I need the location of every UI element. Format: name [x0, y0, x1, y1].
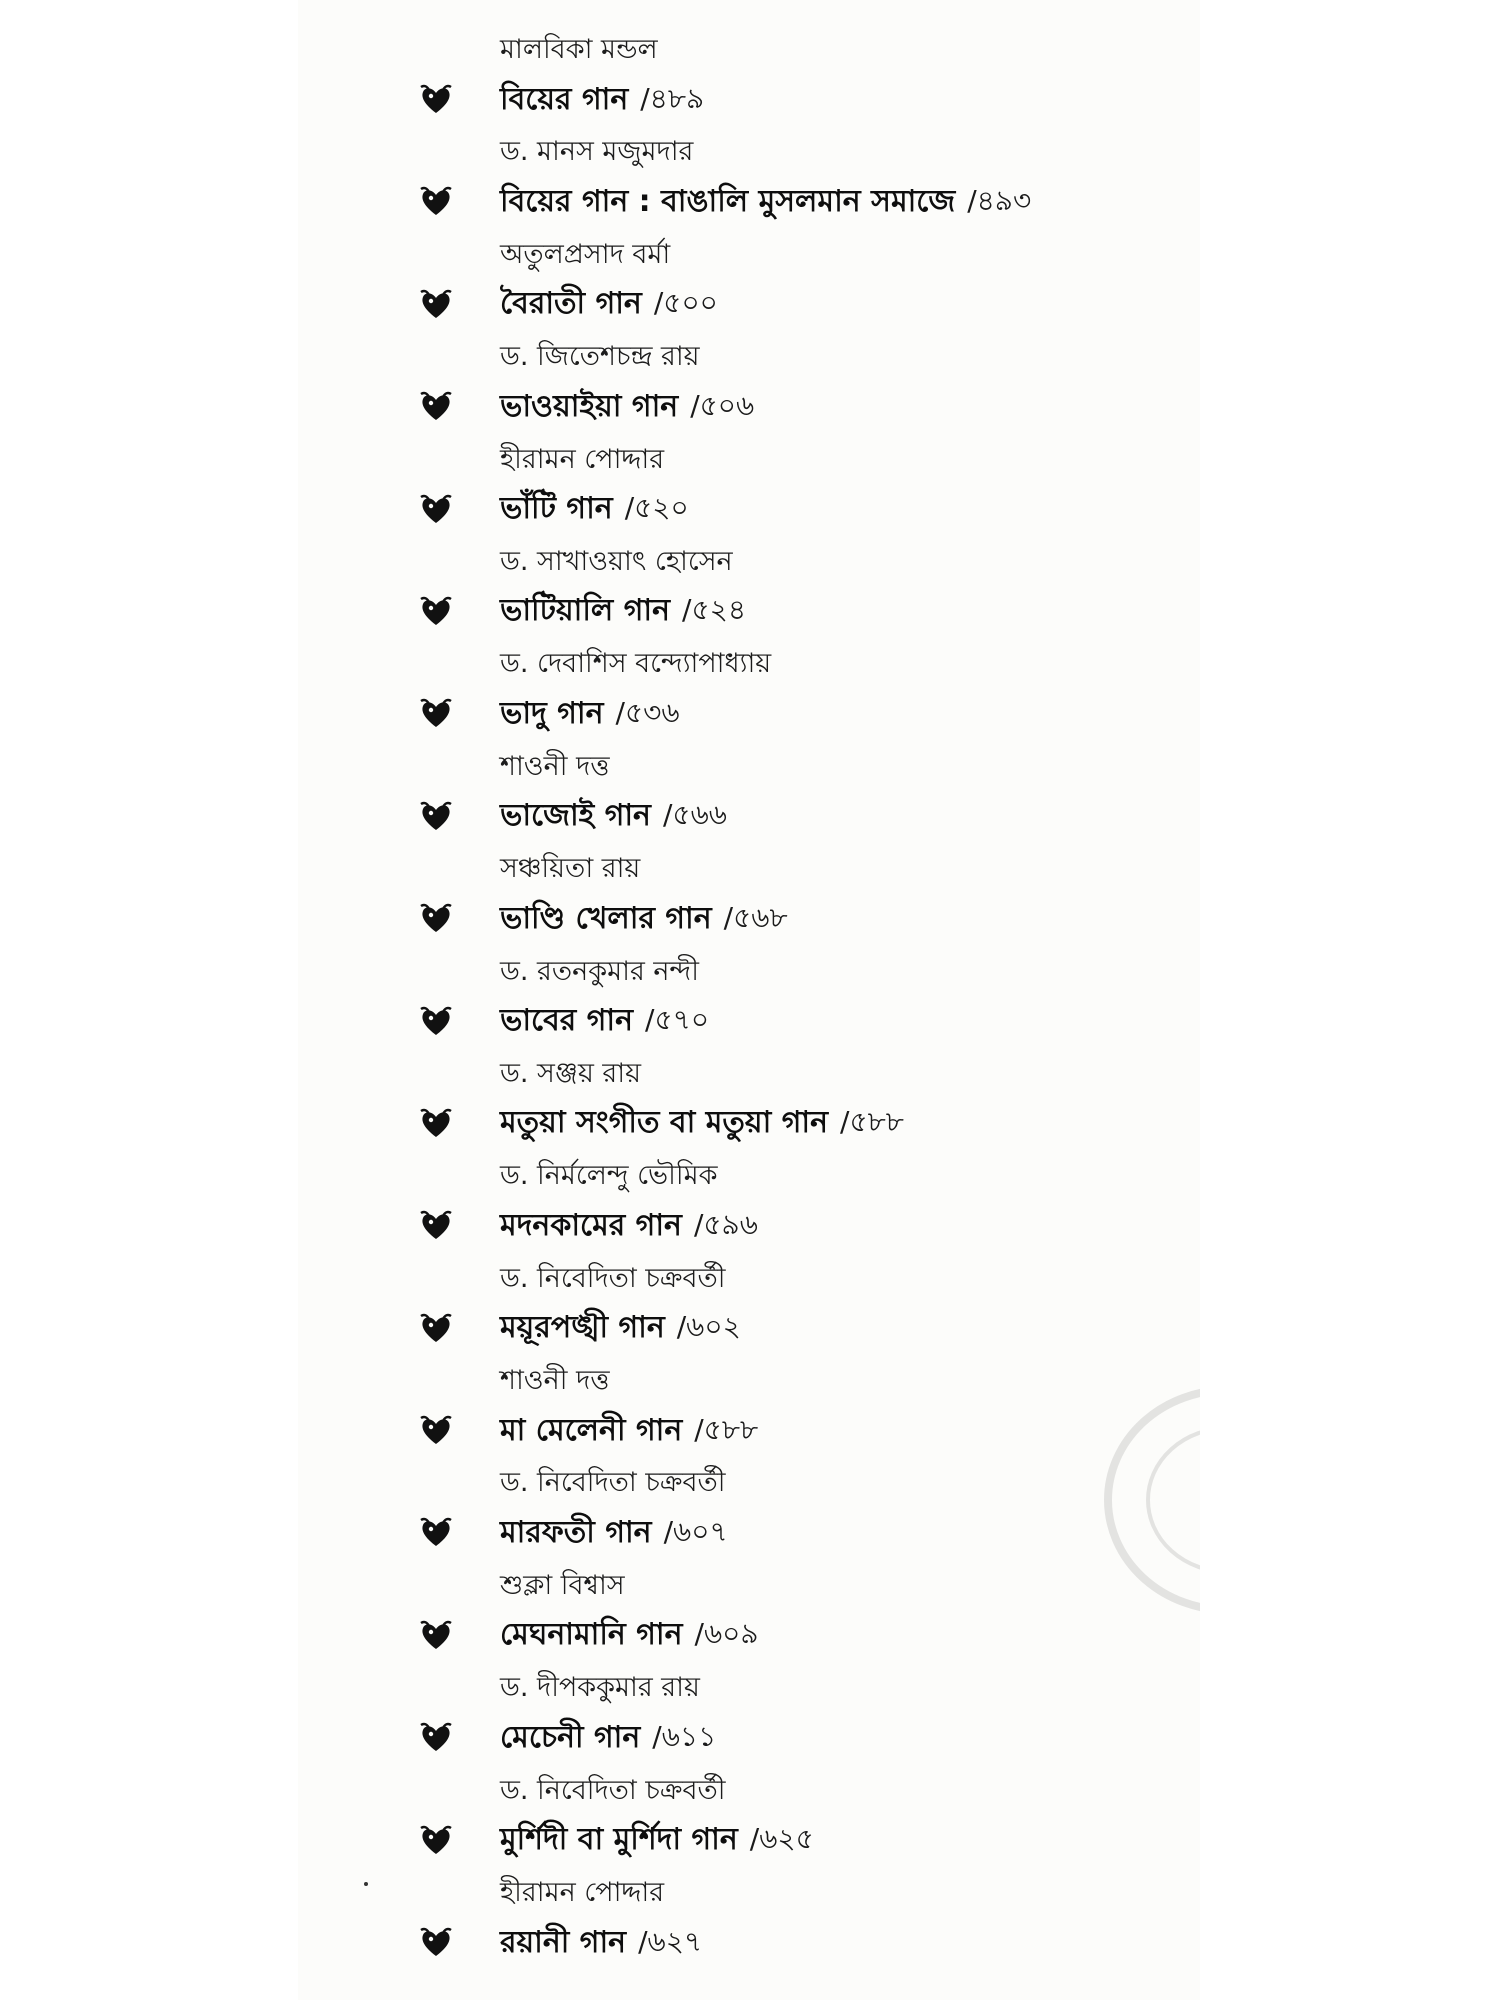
- entry-page-number: /৫৬৬: [662, 798, 727, 832]
- entry-author: হীরামন পোদ্দার: [500, 443, 665, 475]
- toc-entry[interactable]: [0, 227, 1500, 329]
- toc-entry[interactable]: [0, 1865, 1500, 1967]
- toc-entry[interactable]: [0, 1660, 1500, 1762]
- table-of-contents: [0, 22, 1500, 1967]
- ink-speck: [364, 1882, 368, 1886]
- entry-page-number: /৫৩৬: [615, 695, 680, 729]
- entry-page-number: /৬২৭: [638, 1924, 703, 1958]
- entry-page-number: /৪৮৯: [640, 81, 705, 115]
- entry-title: ভাবের গান: [500, 1003, 634, 1039]
- entry-page-number: /৫৮৮: [840, 1105, 904, 1139]
- entry-author: শাওনী দত্ত: [500, 750, 610, 782]
- toc-entry[interactable]: [0, 636, 1500, 738]
- entry-page-number: /৫৯৬: [693, 1207, 758, 1241]
- toc-entry[interactable]: [0, 22, 1500, 124]
- heart-ornament-icon: [418, 287, 454, 323]
- entry-author: ড. রতনকুমার নন্দী: [500, 955, 699, 987]
- heart-ornament-icon: [418, 594, 454, 630]
- entry-author: শুক্লা বিশ্বাস: [500, 1569, 625, 1601]
- entry-title: রয়ানী গান: [500, 1924, 627, 1960]
- entry-title: মারফতী গান: [500, 1514, 652, 1550]
- entry-title: ভাওয়াইয়া গান: [500, 388, 679, 424]
- entry-title: মেঘনামানি গান: [500, 1617, 683, 1653]
- entry-page-number: /৬০২: [676, 1310, 741, 1344]
- entry-title: বিয়ের গান: [500, 81, 629, 117]
- entry-author: ড. জিতেশচন্দ্র রায়: [500, 341, 700, 373]
- entry-page-number: /৪৯৩: [967, 183, 1032, 217]
- entry-author: ড. নিবেদিতা চক্রবর্তী: [500, 1467, 726, 1499]
- entry-author: ড. সঞ্জয় রায়: [500, 1057, 642, 1089]
- heart-ornament-icon: [418, 1515, 454, 1551]
- entry-author: ড. দীপককুমার রায়: [500, 1672, 700, 1704]
- heart-ornament-icon: [418, 799, 454, 835]
- entry-title: ভাজোই গান: [500, 798, 651, 834]
- heart-ornament-icon: [418, 696, 454, 732]
- entry-title: মদনকামের গান: [500, 1207, 682, 1243]
- toc-entry[interactable]: [0, 1763, 1500, 1865]
- toc-entry[interactable]: [0, 432, 1500, 534]
- entry-author: হীরামন পোদ্দার: [500, 1877, 665, 1909]
- entry-page-number: /৫৮৮: [694, 1412, 759, 1446]
- toc-entry[interactable]: [0, 739, 1500, 841]
- entry-title: ময়ূরপঙ্খী গান: [500, 1310, 665, 1346]
- entry-title: ভাটিয়ালি গান: [500, 593, 671, 629]
- toc-entry[interactable]: [0, 1251, 1500, 1353]
- entry-author: ড. নিবেদিতা চক্রবর্তী: [500, 1262, 726, 1294]
- entry-title: ভাঁটি গান: [500, 491, 613, 527]
- heart-ornament-icon: [418, 82, 454, 118]
- entry-author: ড. দেবাশিস বন্দ্যোপাধ্যায়: [500, 648, 772, 680]
- entry-title: মা মেলেনী গান: [500, 1412, 683, 1448]
- toc-entry[interactable]: [0, 534, 1500, 636]
- heart-ornament-icon: [418, 1311, 454, 1347]
- entry-page-number: /৫০৬: [690, 388, 755, 422]
- entry-title: ভাণ্ডি খেলার গান: [500, 900, 712, 936]
- entry-author: ড. সাখাওয়াৎ হোসেন: [500, 545, 733, 577]
- toc-entry[interactable]: [0, 124, 1500, 226]
- entry-page-number: /৬০৭: [663, 1514, 728, 1548]
- heart-ornament-icon: [418, 1618, 454, 1654]
- entry-title: বৈরাতী গান: [500, 286, 642, 322]
- entry-title: বিয়ের গান : বাঙালি মুসলমান সমাজে: [500, 183, 956, 219]
- entry-page-number: /৫৭০: [645, 1003, 710, 1037]
- heart-ornament-icon: [418, 1720, 454, 1756]
- toc-entry[interactable]: [0, 1455, 1500, 1557]
- toc-entry[interactable]: [0, 1046, 1500, 1148]
- entry-page-number: /৬১১: [652, 1719, 717, 1753]
- toc-entry[interactable]: [0, 329, 1500, 431]
- entry-author: সঞ্চয়িতা রায়: [500, 853, 641, 885]
- entry-title: মুর্শিদী বা মুর্শিদা গান: [500, 1822, 738, 1858]
- heart-ornament-icon: [418, 1208, 454, 1244]
- heart-ornament-icon: [418, 1413, 454, 1449]
- heart-ornament-icon: [418, 389, 454, 425]
- heart-ornament-icon: [418, 1106, 454, 1142]
- entry-page-number: /৫০০: [653, 286, 718, 320]
- toc-entry[interactable]: [0, 1558, 1500, 1660]
- entry-page-number: /৫২০: [624, 491, 689, 525]
- entry-author: ড. নিবেদিতা চক্রবর্তী: [500, 1774, 726, 1806]
- entry-page-number: /৬০৯: [694, 1617, 759, 1651]
- entry-title: মতুয়া সংগীত বা মতুয়া গান: [500, 1105, 829, 1141]
- entry-title: মেচেনী গান: [500, 1719, 641, 1755]
- heart-ornament-icon: [418, 492, 454, 528]
- entry-author: অতুলপ্রসাদ বর্মা: [500, 238, 671, 270]
- heart-ornament-icon: [418, 1823, 454, 1859]
- heart-ornament-icon: [418, 184, 454, 220]
- entry-author: ড. মানস মজুমদার: [500, 136, 694, 168]
- entry-author: শাওনী দত্ত: [500, 1365, 610, 1397]
- entry-page-number: /৫২৪: [682, 593, 746, 627]
- toc-entry[interactable]: [0, 1148, 1500, 1250]
- entry-title: ভাদু গান: [500, 695, 604, 731]
- toc-entry[interactable]: [0, 841, 1500, 943]
- toc-entry[interactable]: [0, 1353, 1500, 1455]
- entry-author: মালবিকা মন্ডল: [500, 34, 658, 65]
- heart-ornament-icon: [418, 1004, 454, 1040]
- heart-ornament-icon: [418, 901, 454, 937]
- toc-entry[interactable]: [0, 944, 1500, 1046]
- entry-author: ড. নির্মলেন্দু ভৌমিক: [500, 1160, 718, 1192]
- entry-page-number: /৬২৫: [749, 1822, 814, 1856]
- entry-page-number: /৫৬৮: [723, 900, 788, 934]
- heart-ornament-icon: [418, 1925, 454, 1961]
